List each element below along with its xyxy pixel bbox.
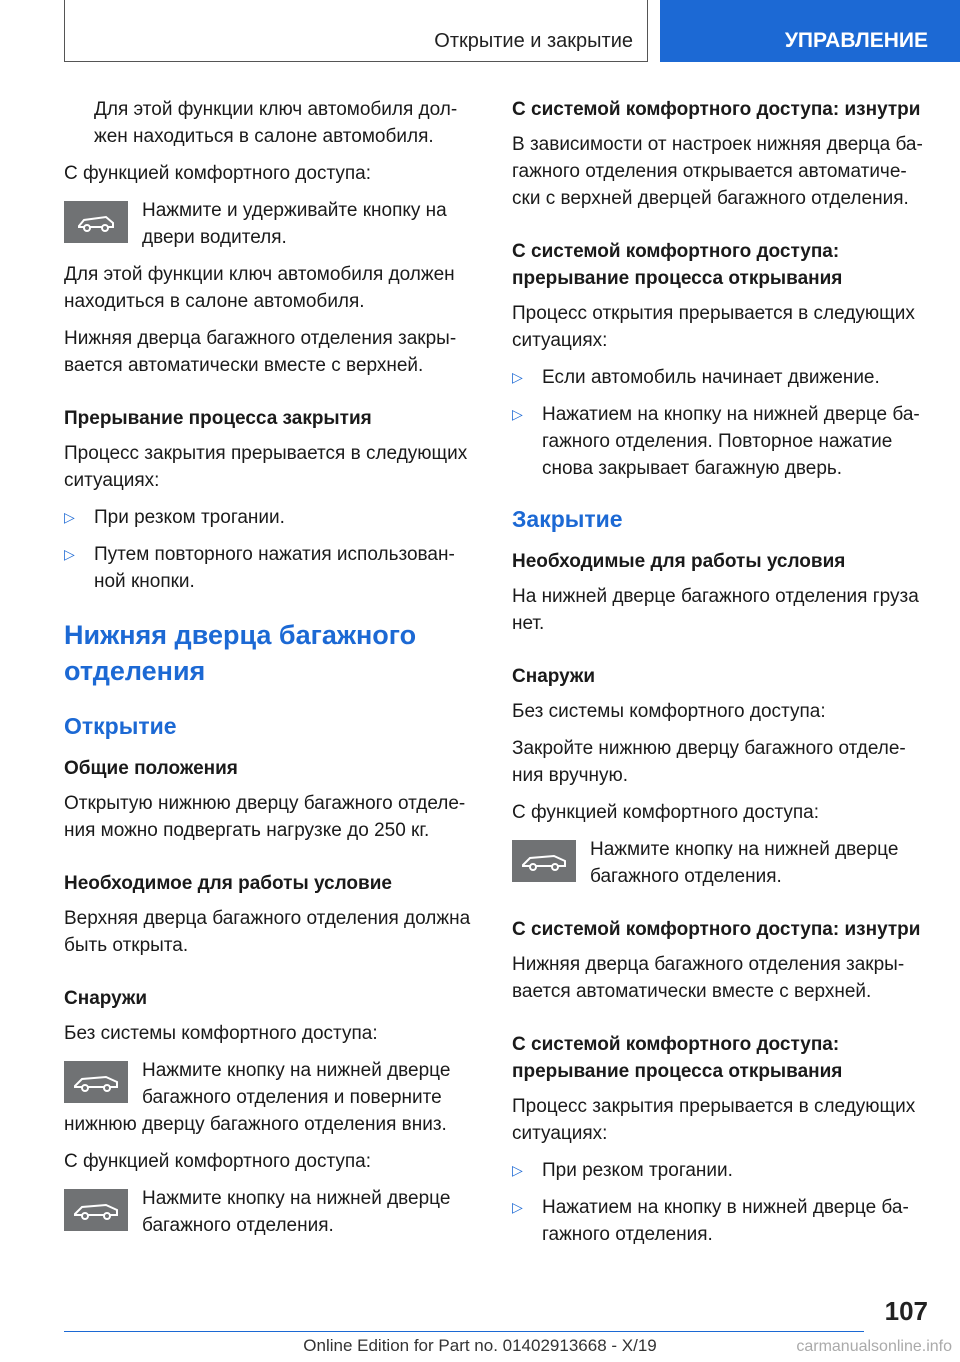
list-item: ▷ При резком трогании. xyxy=(64,504,482,531)
triangle-bullet-icon: ▷ xyxy=(64,509,75,525)
subheading: С системой комфортного доступа: изнутри xyxy=(512,99,921,120)
paragraph: Нижняя дверца багажного отделения закры‐вается автоматически вместе с верхней. xyxy=(512,954,905,1002)
triangle-bullet-icon: ▷ xyxy=(512,406,523,422)
section-subheading: Закрытие xyxy=(512,506,623,532)
paragraph: С функцией комфортного доступа: xyxy=(512,802,820,823)
paragraph: Процесс открытия прерывается в следующих ситуациях: xyxy=(512,303,915,351)
triangle-bullet-icon: ▷ xyxy=(512,1162,523,1178)
car-door-icon xyxy=(64,201,128,243)
paragraph: Процесс закрытия прерывается в следующих ситуациях: xyxy=(64,443,468,491)
subheading: Снаружи xyxy=(64,988,148,1009)
triangle-bullet-icon: ▷ xyxy=(512,369,523,385)
subheading: Снаружи xyxy=(512,666,596,687)
page-footer xyxy=(0,1336,960,1356)
paragraph: Закройте нижнюю дверцу багажного отделе‐ния вручную. xyxy=(512,738,906,786)
watermark: carmanualsonline.info xyxy=(796,1338,952,1355)
section-heading: Нижняя дверца багажного отделения xyxy=(64,620,417,686)
instruction-text: Нажмите кнопку на нижней дверце багажного отделения и поверните нижнюю дверцу багажного отделения вниз. xyxy=(64,1060,451,1135)
instruction-text: Нажмите и удерживайте кнопку на двери водителя. xyxy=(142,200,447,248)
subheading: Общие положения xyxy=(64,758,238,779)
instruction-text: Нажмите кнопку на нижней дверце багажного отделения. xyxy=(142,1188,451,1236)
right-column xyxy=(512,96,930,1258)
paragraph: С функцией комфортного доступа: xyxy=(64,1151,372,1172)
list-item: ▷ Нажатием на кнопку в нижней дверце ба‐гажного отделения. xyxy=(512,1194,930,1248)
paragraph: На нижней дверце багажного отделения груза нет. xyxy=(512,586,919,634)
paragraph: С функцией комфортного доступа: xyxy=(64,163,372,184)
footer-divider xyxy=(64,1331,864,1332)
chapter-title: УПРАВЛЕНИЕ xyxy=(660,0,960,62)
list-item: ▷ При резком трогании. xyxy=(512,1157,930,1184)
paragraph: Без системы комфортного доступа: xyxy=(64,1023,378,1044)
list-item: ▷ Нажатием на кнопку на нижней дверце ба‐гажного отделения. Повторное нажатие снова закрывает багажную дверь. xyxy=(512,401,930,482)
icon-instruction xyxy=(64,1185,482,1239)
paragraph: Открытую нижнюю дверцу багажного отделе‐ния можно подвергать нагрузке до 250 кг. xyxy=(64,793,466,841)
paragraph: Для этой функции ключ автомобиля должен находиться в салоне автомобиля. xyxy=(64,264,455,312)
triangle-bullet-icon: ▷ xyxy=(64,546,75,562)
car-tailgate-icon xyxy=(64,1189,128,1231)
paragraph: Для этой функции ключ автомобиля дол‐жен находиться в салоне автомобиля. xyxy=(94,99,458,147)
paragraph: Без системы комфортного доступа: xyxy=(512,701,826,722)
icon-instruction xyxy=(64,1057,482,1138)
icon-instruction xyxy=(512,836,930,890)
edition-info: Online Edition for Part no. 01402913668 - X/19 xyxy=(303,1336,657,1355)
list-item: ▷ Если автомобиль начинает движение. xyxy=(512,364,930,391)
list-item: ▷ Путем повторного нажатия использован‐ной кнопки. xyxy=(64,541,482,595)
triangle-bullet-icon: ▷ xyxy=(512,1199,523,1215)
subheading: Прерывание процесса закрытия xyxy=(64,408,372,429)
icon-instruction xyxy=(64,197,482,251)
subheading: С системой комфортного доступа: прерывание процесса открывания xyxy=(512,1034,843,1082)
paragraph: Верхняя дверца багажного отделения должна быть открыта. xyxy=(64,908,471,956)
instruction-text: Нажмите кнопку на нижней дверце багажного отделения. xyxy=(590,839,899,887)
paragraph: Нижняя дверца багажного отделения закры‐вается автоматически вместе с верхней. xyxy=(64,328,457,376)
left-column xyxy=(64,96,482,1249)
subheading: Необходимое для работы условие xyxy=(64,873,392,894)
paragraph: Процесс закрытия прерывается в следующих ситуациях: xyxy=(512,1096,916,1144)
section-subheading: Открытие xyxy=(64,713,177,739)
page-number: 107 xyxy=(884,1296,928,1326)
section-title: Открытие и закрытие xyxy=(64,0,648,62)
subheading: С системой комфортного доступа: изнутри xyxy=(512,919,921,940)
subheading: Необходимые для работы условия xyxy=(512,551,846,572)
page-header xyxy=(0,0,960,64)
car-tailgate-icon xyxy=(512,840,576,882)
subheading: С системой комфортного доступа: прерывание процесса открывания xyxy=(512,241,843,289)
paragraph: В зависимости от настроек нижняя дверца ба‐гажного отделения открывается автоматиче‐ски с верхней дверцей багажного отделения. xyxy=(512,134,923,209)
car-tailgate-icon xyxy=(64,1061,128,1103)
